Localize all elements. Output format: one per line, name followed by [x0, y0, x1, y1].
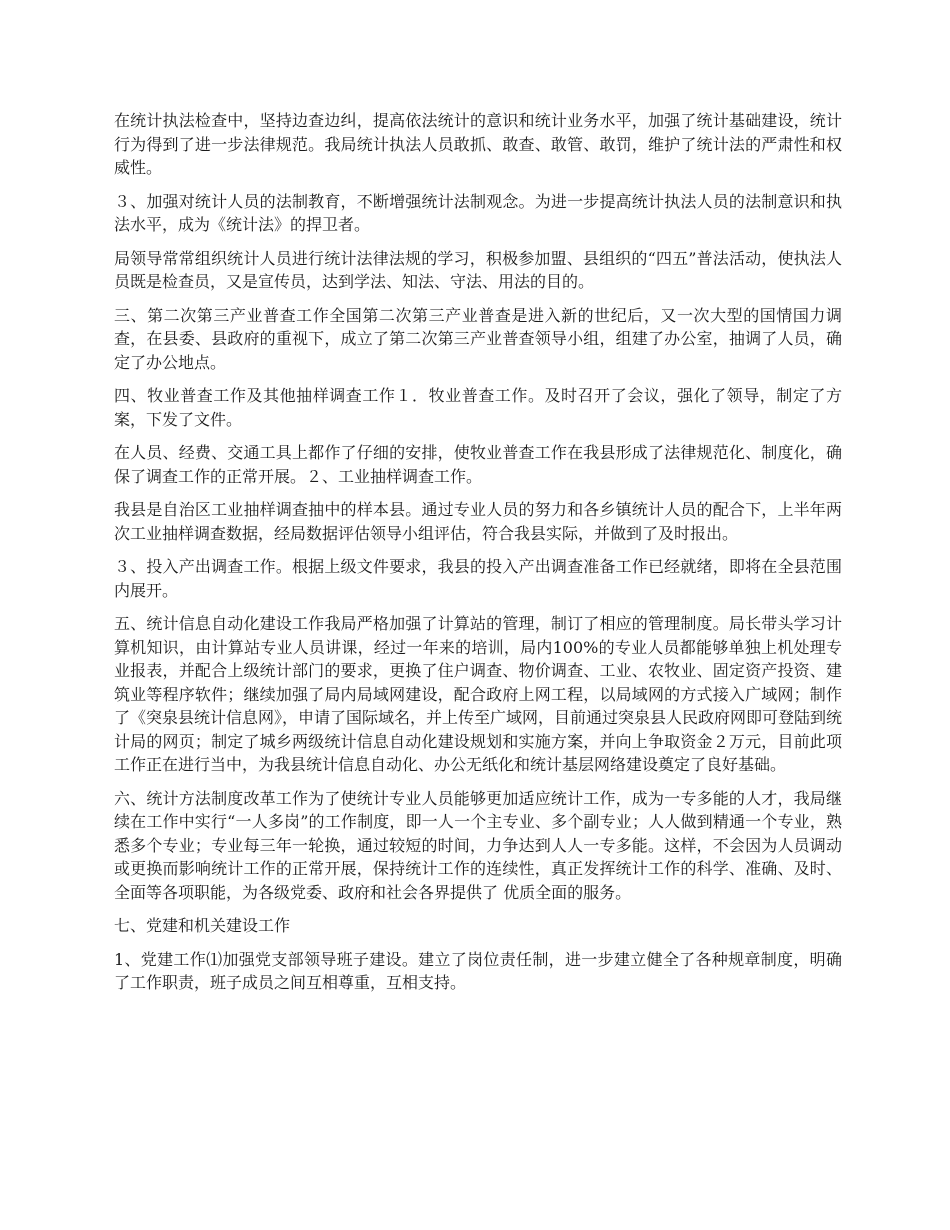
paragraph: 三、第二次第三产业普查工作全国第二次第三产业普查是进入新的世纪后，又一次大型的国情国力调查，在县委、县政府的重视下，成立了第二次第三产业普查领导小组，组建了办公室，抽调了人员，确定了办公地点。: [114, 305, 842, 372]
paragraph: 在人员、经费、交通工具上都作了仔细的安排，使牧业普查工作在我县形成了法律规范化、制度化，确保了调查工作的正常开展。２、工业抽样调查工作。: [114, 443, 842, 486]
paragraph: ３、投入产出调查工作。根据上级文件要求，我县的投入产出调查准备工作已经就绪，即将在全县范围内展开。: [114, 557, 842, 600]
section-heading: 七、党建和机关建设工作: [114, 916, 291, 935]
paragraph: 六、统计方法制度改革工作为了使统计专业人员能够更加适应统计工作，成为一专多能的人才，我局继续在工作中实行“一人多岗”的工作制度，即一人一个主专业、多个副专业；人人做到精通一个专业，熟悉多个专业；专业每三年一轮换，通过较短的时间，力争达到人人一专多能。这样，不会因为人员调动或更换而影响统计工作的正常开展，保持统计工作的连续性，真正发挥统计工作的科学、准确、及时、全面等各项职能，为各级党委、政府和社会各界提供了 优质全面的服务。: [114, 788, 842, 902]
paragraph: 五、统计信息自动化建设工作我局严格加强了计算站的管理，制订了相应的管理制度。局长带头学习计算机知识，由计算站专业人员讲课，经过一年来的培训，局内100%的专业人员都能够单独上机处理专业报表，并配合上级统计部门的要求，更换了住户调查、物价调查、工业、农牧业、固定资产投资、建筑业等程序软件；继续加强了局内局域网建设，配合政府上网工程，以局域网的方式接入广域网；制作了《突泉县统计信息网》，申请了国际域名，并上传至广域网，目前通过突泉县人民政府网即可登陆到统计局的网页；制定了城乡两级统计信息自动化建设规划和实施方案，并向上争取资金２万元，目前此项工作正在进行当中，为我县统计信息自动化、办公无纸化和统计基层网络建设奠定了良好基础。: [114, 614, 843, 774]
paragraph: 1、党建工作⑴加强党支部领导班子建设。建立了岗位责任制，进一步建立健全了各种规章制度，明确了工作职责，班子成员之间互相尊重，互相支持。: [114, 949, 842, 992]
paragraph: 我县是自治区工业抽样调查抽中的样本县。通过专业人员的努力和各乡镇统计人员的配合下，上半年两次工业抽样调查数据，经局数据评估领导小组评估，符合我县实际，并做到了及时报出。: [114, 500, 842, 543]
paragraph: 在统计执法检查中，坚持边查边纠，提高依法统计的意识和统计业务水平，加强了统计基础建设，统计行为得到了进一步法律规范。我局统计执法人员敢抓、敢查、敢管、敢罚，维护了统计法的严肃性和权威性。: [114, 111, 842, 177]
paragraph: 四、牧业普查工作及其他抽样调查工作１．牧业普查工作。及时召开了会议，强化了领导，制定了方案，下发了文件。: [114, 386, 842, 429]
paragraph: 局领导常常组织统计人员进行统计法律法规的学习，积极参加盟、县组织的“四五”普法活动，使执法人员既是检查员，又是宣传员，达到学法、知法、守法、用法的目的。: [114, 248, 842, 291]
paragraph: ３、加强对统计人员的法制教育，不断增强统计法制观念。为进一步提高统计执法人员的法制意识和执法水平，成为《统计法》的捍卫者。: [114, 191, 842, 234]
document-body: [114, 109, 842, 1005]
